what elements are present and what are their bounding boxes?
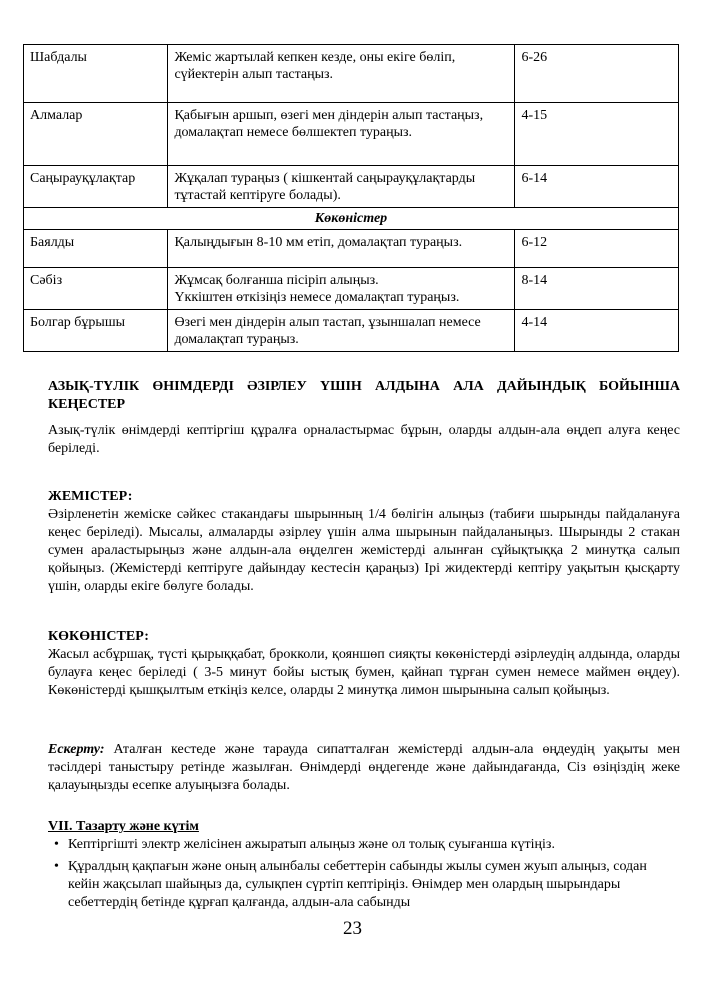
fruits-title: ЖЕМІСТЕР: [48,489,133,504]
time-cell: 6-26 [515,45,679,103]
bullet-icon: • [54,859,59,874]
method-cell: Қабығын аршып, өзегі мен діндерін алып тастаңыз, домалақтап немесе бөлшектеп тураңыз. [168,103,515,166]
vegetables-section [48,628,680,700]
method-cell: Қалыңдығын 8-10 мм етіп, домалақтап тураңыз. [168,230,515,268]
product-cell: Саңырауқұлақтар [24,166,168,208]
table-row [24,103,679,166]
page-number: 23 [343,918,362,939]
method-cell: Жеміс жартылай кепкен кезде, оны екіге бөліп, сүйектерін алып тастаңыз. [168,45,515,103]
list-item-text: Кептіргішті электр желісінен ажыратып алыңыз және ол толық суығанша күтіңіз. [68,837,555,852]
product-cell: Баялды [24,230,168,268]
time-cell: 4-14 [515,310,679,352]
list-item [48,858,648,912]
cleaning-list [48,836,648,912]
time-cell: 8-14 [515,268,679,310]
table-row [24,268,679,310]
note-label: Ескерту: [48,742,105,757]
bullet-icon: • [54,837,59,852]
prep-heading: АЗЫҚ-ТҮЛІК ӨНІМДЕРДІ ӘЗІРЛЕУ ҮШІН АЛДЫНА АЛА ДАЙЫНДЫҚ БОЙЫНША КЕҢЕСТЕР [48,379,680,412]
list-item-text: Құралдың қақпағын және оның алынбалы себеттерін сабынды жылы сумен жуып алыңыз, содан кейін жақсылап шайыңыз да, сулықпен сүртіп кептіріңіз. Өнімдер мен олардың шырындары себеттердің бетінде құрғап қалғанда, алдын-ала сабынды [68,859,647,910]
product-cell: Алмалар [24,103,168,166]
table-group-row [24,208,679,230]
vegetables-title: КӨКӨНІСТЕР: [48,629,149,644]
note-section [48,741,680,795]
fruits-section [48,488,680,596]
product-cell: Шабдалы [24,45,168,103]
table-row [24,166,679,208]
method-cell: Өзегі мен діндерін алып тастап, ұзыншалап немесе домалақтап тураңыз. [168,310,515,352]
fruits-text: Әзірленетін жеміске сәйкес стакандағы шырынның 1/4 бөлігін алыңыз (табиғи шырынды пайдалануға кеңес беріледі). Мысалы, алмаларды әзірлеу үшін алма шырынын пайдаланыңыз. Шырынды 2 стакан сумен араластырыңыз және алдын-ала өңделген жемістерді алынған сұйықтыққа 2 минутқа салып қойыңыз. (Жемістерді кептіруге дайындау кестесін қараңыз) Ірі жидектерді кептіру уақытын қысқарту үшін, оларды екіге бөлуге болады. [48,507,680,594]
drying-time-table [23,44,679,352]
time-cell: 6-14 [515,166,679,208]
product-cell: Болгар бұрышы [24,310,168,352]
time-cell: 6-12 [515,230,679,268]
cleaning-title: VII. Тазарту және күтім [48,819,199,834]
method-cell [168,268,515,310]
group-title: Көкөністер [24,208,679,230]
method-line: Жұмсақ болғанша пісіріп алыңыз. [174,273,379,288]
table-row [24,45,679,103]
method-cell: Жұқалап тураңыз ( кішкентай саңырауқұлақтарды тұтастай кептіруге болады). [168,166,515,208]
time-cell: 4-15 [515,103,679,166]
vegetables-text: Жасыл асбұршақ, түсті қырыққабат, брокколи, қояншөп сияқты көкөністерді әзірлеудің алдында, оларды булауға кеңес беріледі ( 3-5 минут бойы ыстық бумен, қайнап тұрған сумен немесе маймен өңдеу). Көкөністерді қышқылтым еткіңіз келсе, оларды 2 минутқа лимон шырынына салып қойыңыз. [48,647,680,698]
method-line: Үккіштен өткізіңіз немесе домалақтап тураңыз. [174,290,460,305]
cleaning-section [48,818,648,912]
prep-intro: Азық-түлік өнімдерді кептіргіш құралға орналастырмас бұрын, оларды алдын-ала өңдеп алуға кеңес беріледі. [48,423,680,456]
product-cell: Сәбіз [24,268,168,310]
table-row [24,230,679,268]
list-item [48,836,648,854]
table-row [24,310,679,352]
note-text: Аталған кестеде және тарауда сипатталған жемістерді алдын-ала өңдеудің уақыты мен тәсілдері таныстыру ретінде жазылған. Өнімдерді өңдегенде және дайындағанда, Сіз өзіңіздің жеке қалауыңызды есепке алуыңызға болады. [48,742,680,793]
